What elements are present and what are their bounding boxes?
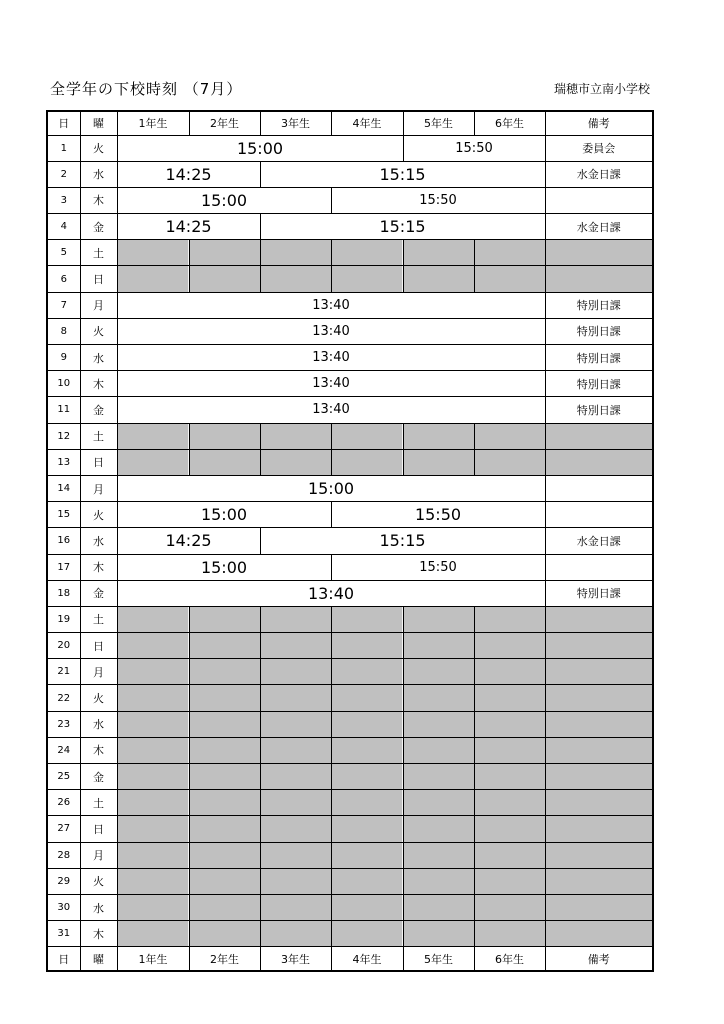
day-number: 13 xyxy=(47,449,80,475)
header-note: 備考 xyxy=(545,111,653,135)
shaded-cell xyxy=(545,659,653,685)
shaded-cell xyxy=(260,423,331,449)
shaded-cell xyxy=(189,685,260,711)
day-number: 6 xyxy=(47,266,80,292)
shaded-cell xyxy=(331,240,403,266)
time-grades-1-3: 15:00 xyxy=(117,187,331,213)
table-row xyxy=(47,318,653,344)
time-all-grades: 13:40 xyxy=(117,371,545,397)
day-number: 1 xyxy=(47,135,80,161)
weekday: 水 xyxy=(80,711,117,737)
shaded-cell xyxy=(117,423,189,449)
header-grade-4: 4年生 xyxy=(331,111,403,135)
weekday: 月 xyxy=(80,842,117,868)
shaded-cell xyxy=(545,737,653,763)
footer-grade-3: 3年生 xyxy=(260,947,331,971)
shaded-cell xyxy=(331,842,403,868)
note: 水金日課 xyxy=(545,161,653,187)
shaded-cell xyxy=(403,449,474,475)
shaded-cell xyxy=(474,685,545,711)
header-grade-1: 1年生 xyxy=(117,111,189,135)
shaded-cell xyxy=(117,240,189,266)
weekday: 金 xyxy=(80,397,117,423)
shaded-cell xyxy=(403,711,474,737)
shaded-cell xyxy=(403,737,474,763)
shaded-cell xyxy=(260,764,331,790)
shaded-cell xyxy=(189,868,260,894)
time-all-grades: 13:40 xyxy=(117,580,545,606)
shaded-cell xyxy=(331,816,403,842)
shaded-cell xyxy=(189,423,260,449)
note xyxy=(545,475,653,501)
day-number: 16 xyxy=(47,528,80,554)
header-row xyxy=(47,111,653,135)
table-row xyxy=(47,266,653,292)
weekday: 木 xyxy=(80,737,117,763)
table-row xyxy=(47,161,653,187)
shaded-cell xyxy=(117,868,189,894)
weekday: 日 xyxy=(80,266,117,292)
shaded-cell xyxy=(189,266,260,292)
note: 特別日課 xyxy=(545,318,653,344)
shaded-cell xyxy=(260,868,331,894)
table-row xyxy=(47,475,653,501)
table-row xyxy=(47,554,653,580)
table-row xyxy=(47,685,653,711)
weekday: 火 xyxy=(80,135,117,161)
day-number: 26 xyxy=(47,790,80,816)
weekday: 日 xyxy=(80,449,117,475)
shaded-cell xyxy=(331,606,403,632)
note: 特別日課 xyxy=(545,580,653,606)
note: 水金日課 xyxy=(545,214,653,240)
note: 水金日課 xyxy=(545,528,653,554)
footer-header-row xyxy=(47,947,653,971)
table-row xyxy=(47,187,653,213)
header-grade-6: 6年生 xyxy=(474,111,545,135)
weekday: 土 xyxy=(80,423,117,449)
day-number: 18 xyxy=(47,580,80,606)
day-number: 21 xyxy=(47,659,80,685)
shaded-cell xyxy=(545,711,653,737)
table-row xyxy=(47,292,653,318)
shaded-cell xyxy=(403,423,474,449)
shaded-cell xyxy=(474,737,545,763)
shaded-cell xyxy=(117,449,189,475)
shaded-cell xyxy=(474,659,545,685)
shaded-cell xyxy=(117,842,189,868)
weekday: 木 xyxy=(80,187,117,213)
shaded-cell xyxy=(260,659,331,685)
weekday: 月 xyxy=(80,475,117,501)
shaded-cell xyxy=(545,449,653,475)
shaded-cell xyxy=(117,816,189,842)
note: 特別日課 xyxy=(545,397,653,423)
header-grade-3: 3年生 xyxy=(260,111,331,135)
shaded-cell xyxy=(545,816,653,842)
shaded-cell xyxy=(331,423,403,449)
weekday: 土 xyxy=(80,606,117,632)
note: 特別日課 xyxy=(545,292,653,318)
table-row xyxy=(47,502,653,528)
shaded-cell xyxy=(545,240,653,266)
time-grades-1-2: 14:25 xyxy=(117,528,260,554)
shaded-cell xyxy=(331,685,403,711)
day-number: 12 xyxy=(47,423,80,449)
time-grades-3-6: 15:15 xyxy=(260,161,545,187)
header-day: 日 xyxy=(47,111,80,135)
shaded-cell xyxy=(403,659,474,685)
shaded-cell xyxy=(260,842,331,868)
footer-day: 日 xyxy=(47,947,80,971)
shaded-cell xyxy=(331,711,403,737)
shaded-cell xyxy=(331,921,403,947)
shaded-cell xyxy=(331,449,403,475)
table-row xyxy=(47,449,653,475)
weekday: 月 xyxy=(80,659,117,685)
shaded-cell xyxy=(117,764,189,790)
shaded-cell xyxy=(403,764,474,790)
weekday: 日 xyxy=(80,816,117,842)
time-grades-1-4: 15:00 xyxy=(117,135,403,161)
table-row xyxy=(47,711,653,737)
shaded-cell xyxy=(403,606,474,632)
day-number: 8 xyxy=(47,318,80,344)
weekday: 火 xyxy=(80,868,117,894)
time-grades-1-3: 15:00 xyxy=(117,554,331,580)
day-number: 3 xyxy=(47,187,80,213)
school-name: 瑞穂市立南小学校 xyxy=(553,82,650,96)
shaded-cell xyxy=(331,894,403,920)
day-number: 30 xyxy=(47,894,80,920)
shaded-cell xyxy=(189,659,260,685)
time-grades-1-3: 15:00 xyxy=(117,502,331,528)
day-number: 11 xyxy=(47,397,80,423)
shaded-cell xyxy=(189,711,260,737)
shaded-cell xyxy=(117,921,189,947)
time-all-grades: 13:40 xyxy=(117,318,545,344)
shaded-cell xyxy=(189,816,260,842)
table-row xyxy=(47,345,653,371)
time-grades-4-6: 15:50 xyxy=(331,502,545,528)
header-grade-2: 2年生 xyxy=(189,111,260,135)
weekday: 木 xyxy=(80,921,117,947)
shaded-cell xyxy=(260,816,331,842)
shaded-cell xyxy=(260,449,331,475)
time-all-grades: 13:40 xyxy=(117,345,545,371)
shaded-cell xyxy=(117,659,189,685)
weekday: 水 xyxy=(80,528,117,554)
shaded-cell xyxy=(545,894,653,920)
weekday: 日 xyxy=(80,633,117,659)
weekday: 水 xyxy=(80,345,117,371)
shaded-cell xyxy=(189,790,260,816)
weekday: 火 xyxy=(80,502,117,528)
shaded-cell xyxy=(331,633,403,659)
shaded-cell xyxy=(474,894,545,920)
table-row xyxy=(47,737,653,763)
weekday: 水 xyxy=(80,161,117,187)
shaded-cell xyxy=(474,921,545,947)
shaded-cell xyxy=(331,764,403,790)
table-row xyxy=(47,816,653,842)
footer-grade-5: 5年生 xyxy=(403,947,474,971)
dismissal-schedule-table xyxy=(46,110,654,972)
table-row xyxy=(47,214,653,240)
table-row xyxy=(47,397,653,423)
weekday: 金 xyxy=(80,764,117,790)
shaded-cell xyxy=(189,921,260,947)
time-grades-4-6: 15:50 xyxy=(331,187,545,213)
header-weekday: 曜 xyxy=(80,111,117,135)
table-row xyxy=(47,790,653,816)
shaded-cell xyxy=(545,790,653,816)
shaded-cell xyxy=(474,449,545,475)
shaded-cell xyxy=(331,659,403,685)
table-row xyxy=(47,528,653,554)
time-grades-4-6: 15:50 xyxy=(331,554,545,580)
shaded-cell xyxy=(331,737,403,763)
day-number: 9 xyxy=(47,345,80,371)
table-row xyxy=(47,659,653,685)
shaded-cell xyxy=(545,266,653,292)
header-grade-5: 5年生 xyxy=(403,111,474,135)
day-number: 5 xyxy=(47,240,80,266)
shaded-cell xyxy=(117,711,189,737)
time-grades-3-6: 15:15 xyxy=(260,214,545,240)
table-row xyxy=(47,921,653,947)
shaded-cell xyxy=(331,790,403,816)
shaded-cell xyxy=(403,921,474,947)
table-row xyxy=(47,633,653,659)
shaded-cell xyxy=(260,711,331,737)
shaded-cell xyxy=(545,842,653,868)
shaded-cell xyxy=(403,633,474,659)
time-grades-5-6: 15:50 xyxy=(403,135,545,161)
shaded-cell xyxy=(403,842,474,868)
table-row xyxy=(47,240,653,266)
table-row xyxy=(47,135,653,161)
shaded-cell xyxy=(189,606,260,632)
shaded-cell xyxy=(474,606,545,632)
shaded-cell xyxy=(117,633,189,659)
shaded-cell xyxy=(331,266,403,292)
page-title: 全学年の下校時刻 （7月） xyxy=(50,80,243,98)
note xyxy=(545,554,653,580)
shaded-cell xyxy=(474,842,545,868)
shaded-cell xyxy=(260,737,331,763)
footer-grade-2: 2年生 xyxy=(189,947,260,971)
note xyxy=(545,187,653,213)
day-number: 19 xyxy=(47,606,80,632)
table-row xyxy=(47,423,653,449)
day-number: 7 xyxy=(47,292,80,318)
shaded-cell xyxy=(545,423,653,449)
shaded-cell xyxy=(545,685,653,711)
day-number: 14 xyxy=(47,475,80,501)
time-grades-1-2: 14:25 xyxy=(117,161,260,187)
shaded-cell xyxy=(189,764,260,790)
shaded-cell xyxy=(474,711,545,737)
shaded-cell xyxy=(117,685,189,711)
time-grades-1-2: 14:25 xyxy=(117,214,260,240)
weekday: 木 xyxy=(80,371,117,397)
table-row xyxy=(47,894,653,920)
shaded-cell xyxy=(260,606,331,632)
time-all-grades: 15:00 xyxy=(117,475,545,501)
shaded-cell xyxy=(260,894,331,920)
weekday: 土 xyxy=(80,240,117,266)
shaded-cell xyxy=(403,685,474,711)
weekday: 水 xyxy=(80,894,117,920)
note xyxy=(545,502,653,528)
day-number: 23 xyxy=(47,711,80,737)
day-number: 17 xyxy=(47,554,80,580)
day-number: 20 xyxy=(47,633,80,659)
shaded-cell xyxy=(189,240,260,266)
table-row xyxy=(47,580,653,606)
shaded-cell xyxy=(474,816,545,842)
shaded-cell xyxy=(545,764,653,790)
shaded-cell xyxy=(403,790,474,816)
shaded-cell xyxy=(189,737,260,763)
weekday: 金 xyxy=(80,214,117,240)
day-number: 29 xyxy=(47,868,80,894)
time-all-grades: 13:40 xyxy=(117,292,545,318)
table-row xyxy=(47,842,653,868)
day-number: 4 xyxy=(47,214,80,240)
day-number: 10 xyxy=(47,371,80,397)
shaded-cell xyxy=(260,921,331,947)
shaded-cell xyxy=(260,266,331,292)
shaded-cell xyxy=(545,921,653,947)
shaded-cell xyxy=(260,685,331,711)
shaded-cell xyxy=(117,790,189,816)
shaded-cell xyxy=(260,633,331,659)
shaded-cell xyxy=(189,842,260,868)
shaded-cell xyxy=(545,633,653,659)
day-number: 24 xyxy=(47,737,80,763)
note: 委員会 xyxy=(545,135,653,161)
note: 特別日課 xyxy=(545,371,653,397)
weekday: 木 xyxy=(80,554,117,580)
weekday: 火 xyxy=(80,685,117,711)
shaded-cell xyxy=(403,816,474,842)
shaded-cell xyxy=(474,240,545,266)
footer-weekday: 曜 xyxy=(80,947,117,971)
weekday: 金 xyxy=(80,580,117,606)
shaded-cell xyxy=(474,423,545,449)
shaded-cell xyxy=(474,633,545,659)
shaded-cell xyxy=(117,737,189,763)
shaded-cell xyxy=(189,633,260,659)
shaded-cell xyxy=(474,790,545,816)
shaded-cell xyxy=(403,240,474,266)
shaded-cell xyxy=(117,894,189,920)
shaded-cell xyxy=(474,868,545,894)
day-number: 2 xyxy=(47,161,80,187)
table-row xyxy=(47,371,653,397)
shaded-cell xyxy=(403,868,474,894)
shaded-cell xyxy=(260,240,331,266)
shaded-cell xyxy=(189,894,260,920)
shaded-cell xyxy=(117,606,189,632)
shaded-cell xyxy=(117,266,189,292)
shaded-cell xyxy=(545,606,653,632)
weekday: 火 xyxy=(80,318,117,344)
footer-grade-6: 6年生 xyxy=(474,947,545,971)
note: 特別日課 xyxy=(545,345,653,371)
shaded-cell xyxy=(474,764,545,790)
day-number: 31 xyxy=(47,921,80,947)
day-number: 28 xyxy=(47,842,80,868)
shaded-cell xyxy=(403,266,474,292)
table-row xyxy=(47,764,653,790)
time-all-grades: 13:40 xyxy=(117,397,545,423)
shaded-cell xyxy=(189,449,260,475)
table-row xyxy=(47,868,653,894)
footer-grade-1: 1年生 xyxy=(117,947,189,971)
footer-note: 備考 xyxy=(545,947,653,971)
day-number: 15 xyxy=(47,502,80,528)
day-number: 25 xyxy=(47,764,80,790)
day-number: 27 xyxy=(47,816,80,842)
shaded-cell xyxy=(474,266,545,292)
weekday: 土 xyxy=(80,790,117,816)
weekday: 月 xyxy=(80,292,117,318)
footer-grade-4: 4年生 xyxy=(331,947,403,971)
shaded-cell xyxy=(545,868,653,894)
shaded-cell xyxy=(260,790,331,816)
shaded-cell xyxy=(403,894,474,920)
table-row xyxy=(47,606,653,632)
day-number: 22 xyxy=(47,685,80,711)
shaded-cell xyxy=(331,868,403,894)
time-grades-3-6: 15:15 xyxy=(260,528,545,554)
